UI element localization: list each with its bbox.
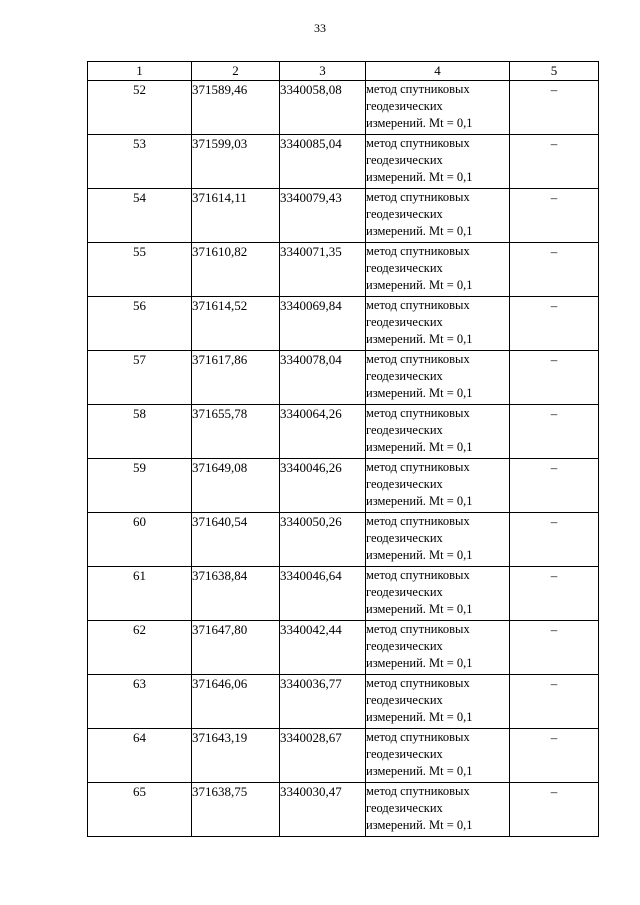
header-col-3: 3: [280, 62, 366, 81]
column-5-cell: –: [510, 351, 599, 405]
method-line: геодезических: [366, 747, 443, 761]
point-number-cell: 55: [88, 243, 192, 297]
column-5-cell: –: [510, 189, 599, 243]
method-line: геодезических: [366, 585, 443, 599]
method-cell: [366, 135, 510, 189]
x-coordinate-cell: 371617,86: [192, 351, 280, 405]
table-row: [88, 621, 599, 675]
x-coordinate-cell: 371589,46: [192, 81, 280, 135]
method-line: геодезических: [366, 369, 443, 383]
x-coordinate-cell: 371647,80: [192, 621, 280, 675]
method-line: метод спутниковых: [366, 622, 470, 636]
method-cell: [366, 351, 510, 405]
method-line: геодезических: [366, 477, 443, 491]
table-row: [88, 297, 599, 351]
method-line: измерений. Mt = 0,1: [366, 278, 473, 292]
y-coordinate-cell: 3340078,04: [280, 351, 366, 405]
y-coordinate-cell: 3340085,04: [280, 135, 366, 189]
method-line: измерений. Mt = 0,1: [366, 548, 473, 562]
method-line: геодезических: [366, 639, 443, 653]
point-number-cell: 52: [88, 81, 192, 135]
y-coordinate-cell: 3340046,64: [280, 567, 366, 621]
method-line: измерений. Mt = 0,1: [366, 602, 473, 616]
table-row: [88, 405, 599, 459]
method-cell: [366, 405, 510, 459]
y-coordinate-cell: 3340064,26: [280, 405, 366, 459]
y-coordinate-cell: 3340071,35: [280, 243, 366, 297]
x-coordinate-cell: 371638,75: [192, 783, 280, 837]
point-number-cell: 63: [88, 675, 192, 729]
coordinates-table: [87, 61, 599, 837]
column-5-cell: –: [510, 729, 599, 783]
header-col-4: 4: [366, 62, 510, 81]
method-line: измерений. Mt = 0,1: [366, 494, 473, 508]
y-coordinate-cell: 3340079,43: [280, 189, 366, 243]
point-number-cell: 53: [88, 135, 192, 189]
method-line: измерений. Mt = 0,1: [366, 764, 473, 778]
column-5-cell: –: [510, 405, 599, 459]
table-body: [88, 81, 599, 837]
method-cell: [366, 621, 510, 675]
method-line: метод спутниковых: [366, 514, 470, 528]
table-row: [88, 81, 599, 135]
method-line: геодезических: [366, 99, 443, 113]
header-col-2: 2: [192, 62, 280, 81]
point-number-cell: 64: [88, 729, 192, 783]
method-line: геодезических: [366, 531, 443, 545]
y-coordinate-cell: 3340030,47: [280, 783, 366, 837]
point-number-cell: 56: [88, 297, 192, 351]
method-line: измерений. Mt = 0,1: [366, 386, 473, 400]
method-cell: [366, 729, 510, 783]
method-line: метод спутниковых: [366, 730, 470, 744]
column-5-cell: –: [510, 135, 599, 189]
x-coordinate-cell: 371614,11: [192, 189, 280, 243]
x-coordinate-cell: 371638,84: [192, 567, 280, 621]
point-number-cell: 59: [88, 459, 192, 513]
point-number-cell: 54: [88, 189, 192, 243]
method-line: метод спутниковых: [366, 136, 470, 150]
method-line: геодезических: [366, 693, 443, 707]
y-coordinate-cell: 3340042,44: [280, 621, 366, 675]
method-line: метод спутниковых: [366, 190, 470, 204]
table-row: [88, 513, 599, 567]
header-row: [88, 62, 599, 81]
method-line: метод спутниковых: [366, 352, 470, 366]
method-line: измерений. Mt = 0,1: [366, 710, 473, 724]
method-cell: [366, 675, 510, 729]
method-cell: [366, 783, 510, 837]
x-coordinate-cell: 371649,08: [192, 459, 280, 513]
method-line: геодезических: [366, 315, 443, 329]
table-row: [88, 675, 599, 729]
method-line: измерений. Mt = 0,1: [366, 332, 473, 346]
method-line: геодезических: [366, 801, 443, 815]
point-number-cell: 65: [88, 783, 192, 837]
method-line: метод спутниковых: [366, 784, 470, 798]
method-line: метод спутниковых: [366, 82, 470, 96]
y-coordinate-cell: 3340058,08: [280, 81, 366, 135]
point-number-cell: 57: [88, 351, 192, 405]
column-5-cell: –: [510, 81, 599, 135]
column-5-cell: –: [510, 297, 599, 351]
column-5-cell: –: [510, 783, 599, 837]
method-line: измерений. Mt = 0,1: [366, 818, 473, 832]
table-row: [88, 135, 599, 189]
method-line: измерений. Mt = 0,1: [366, 440, 473, 454]
table-row: [88, 459, 599, 513]
table-row: [88, 351, 599, 405]
method-line: геодезических: [366, 261, 443, 275]
y-coordinate-cell: 3340036,77: [280, 675, 366, 729]
method-line: метод спутниковых: [366, 406, 470, 420]
table-row: [88, 567, 599, 621]
method-line: измерений. Mt = 0,1: [366, 170, 473, 184]
table-row: [88, 783, 599, 837]
header-col-1: 1: [88, 62, 192, 81]
method-line: метод спутниковых: [366, 298, 470, 312]
column-5-cell: –: [510, 567, 599, 621]
column-5-cell: –: [510, 513, 599, 567]
method-line: геодезических: [366, 153, 443, 167]
x-coordinate-cell: 371646,06: [192, 675, 280, 729]
table-row: [88, 243, 599, 297]
method-line: измерений. Mt = 0,1: [366, 224, 473, 238]
method-cell: [366, 513, 510, 567]
table-row: [88, 189, 599, 243]
table-row: [88, 729, 599, 783]
column-5-cell: –: [510, 243, 599, 297]
table-header: [88, 62, 599, 81]
y-coordinate-cell: 3340028,67: [280, 729, 366, 783]
column-5-cell: –: [510, 675, 599, 729]
method-line: измерений. Mt = 0,1: [366, 656, 473, 670]
method-line: метод спутниковых: [366, 676, 470, 690]
method-line: метод спутниковых: [366, 244, 470, 258]
x-coordinate-cell: 371599,03: [192, 135, 280, 189]
method-line: геодезических: [366, 207, 443, 221]
x-coordinate-cell: 371655,78: [192, 405, 280, 459]
method-cell: [366, 567, 510, 621]
method-line: геодезических: [366, 423, 443, 437]
point-number-cell: 58: [88, 405, 192, 459]
x-coordinate-cell: 371610,82: [192, 243, 280, 297]
header-col-5: 5: [510, 62, 599, 81]
y-coordinate-cell: 3340069,84: [280, 297, 366, 351]
point-number-cell: 60: [88, 513, 192, 567]
x-coordinate-cell: 371614,52: [192, 297, 280, 351]
y-coordinate-cell: 3340046,26: [280, 459, 366, 513]
y-coordinate-cell: 3340050,26: [280, 513, 366, 567]
x-coordinate-cell: 371643,19: [192, 729, 280, 783]
column-5-cell: –: [510, 621, 599, 675]
method-line: метод спутниковых: [366, 460, 470, 474]
method-cell: [366, 297, 510, 351]
method-cell: [366, 243, 510, 297]
method-line: измерений. Mt = 0,1: [366, 116, 473, 130]
x-coordinate-cell: 371640,54: [192, 513, 280, 567]
method-cell: [366, 189, 510, 243]
page-number: 33: [314, 21, 326, 35]
point-number-cell: 62: [88, 621, 192, 675]
method-cell: [366, 459, 510, 513]
method-cell: [366, 81, 510, 135]
column-5-cell: –: [510, 459, 599, 513]
point-number-cell: 61: [88, 567, 192, 621]
method-line: метод спутниковых: [366, 568, 470, 582]
